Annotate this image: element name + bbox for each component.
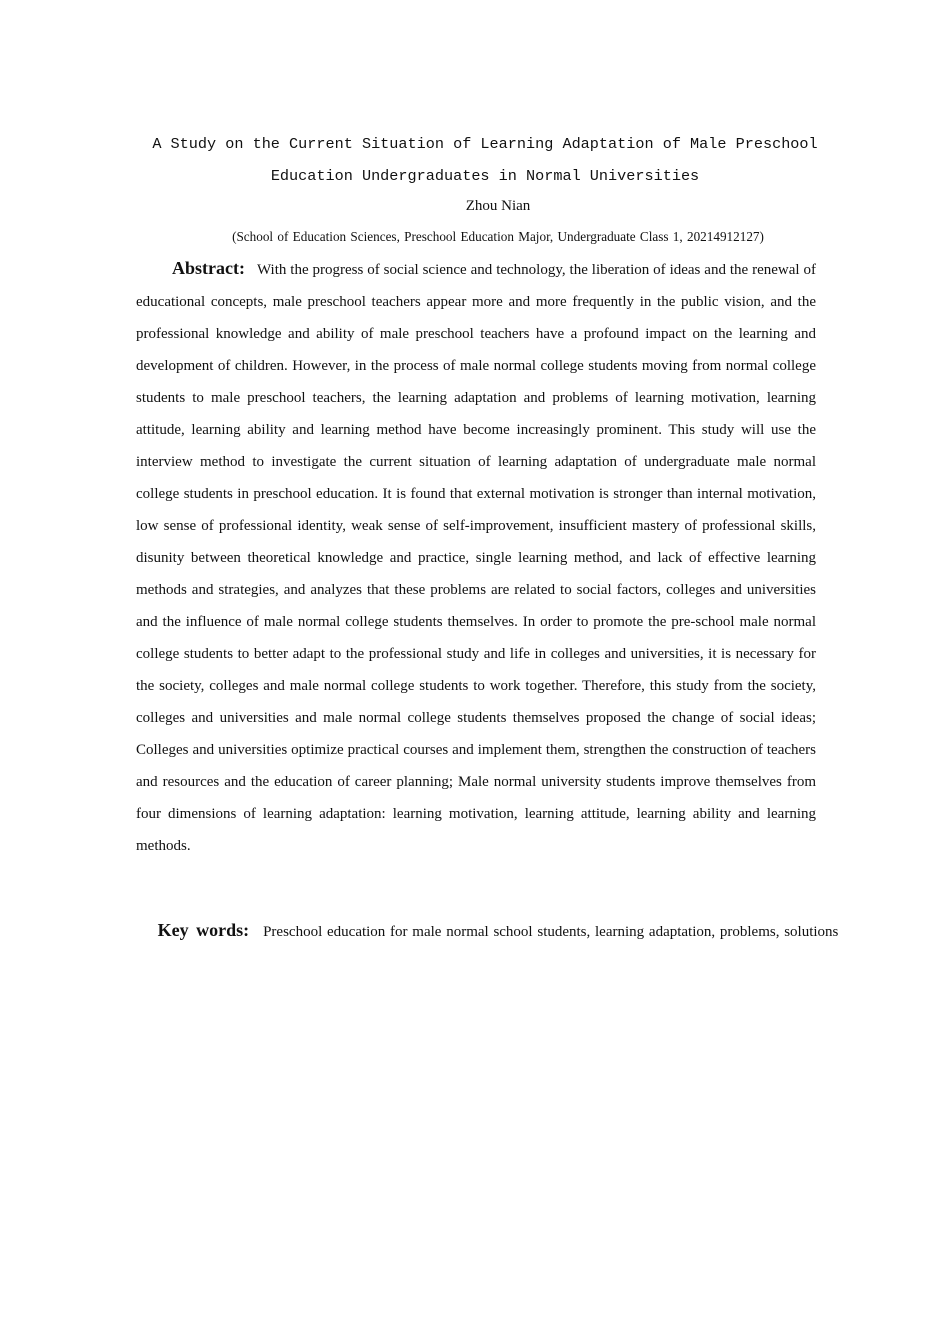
paper-title <box>120 128 850 192</box>
abstract-section <box>136 252 816 862</box>
keywords-text: Preschool education for male normal school students, learning adaptation, problems, solutions <box>263 924 839 940</box>
author-name: Zhou Nian <box>465 198 531 214</box>
abstract-label: Abstract: <box>172 258 245 278</box>
abstract-text: With the progress of social science and technology, the liberation of ideas and the renewal of educational concepts, male preschool teachers appear more and more frequently in the public vision, and the professional knowledge and ability of male preschool teachers have a profound impact on the learning and development of children. However, in the process of male normal college students moving from normal college students to male preschool teachers, the learning adaptation and problems of learning motivation, learning attitude, learning ability and learning method have become increasingly prominent. This study will use the interview method to investigate the current situation of learning adaptation of undergraduate male normal college students in preschool education. It is found that external motivation is stronger than internal motivation, low sense of professional identity, weak sense of self-improvement, insufficient mastery of professional skills, disunity between theoretical knowledge and practice, single learning method, and lack of effective learning methods and strategies, and analyzes that these problems are related to social factors, colleges and universities and the influence of male normal college students themselves. In order to promote the pre-school male normal college students to better adapt to the professional study and life in colleges and universities, it is necessary for the society, colleges and male normal college students to work together. Therefore, this study from the society, colleges and universities and male normal college students themselves proposed the change of social ideas; Colleges and universities optimize practical courses and implement them, strengthen the construction of teachers and resources and the education of career planning; Male normal university students improve themselves from four dimensions of learning adaptation: learning motivation, learning attitude, learning ability and learning methods. <box>136 262 816 854</box>
author-affiliation: (School of Education Sciences, Preschool Education Major, Undergraduate Class 1, 20214912127) <box>232 229 764 244</box>
title-line-1: A Study on the Current Situation of Learning Adaptation of Male Preschool <box>152 135 818 153</box>
keywords-label: Key words: <box>157 920 250 940</box>
keywords-section <box>150 916 846 946</box>
title-line-2: Education Undergraduates in Normal Universities <box>270 167 700 185</box>
